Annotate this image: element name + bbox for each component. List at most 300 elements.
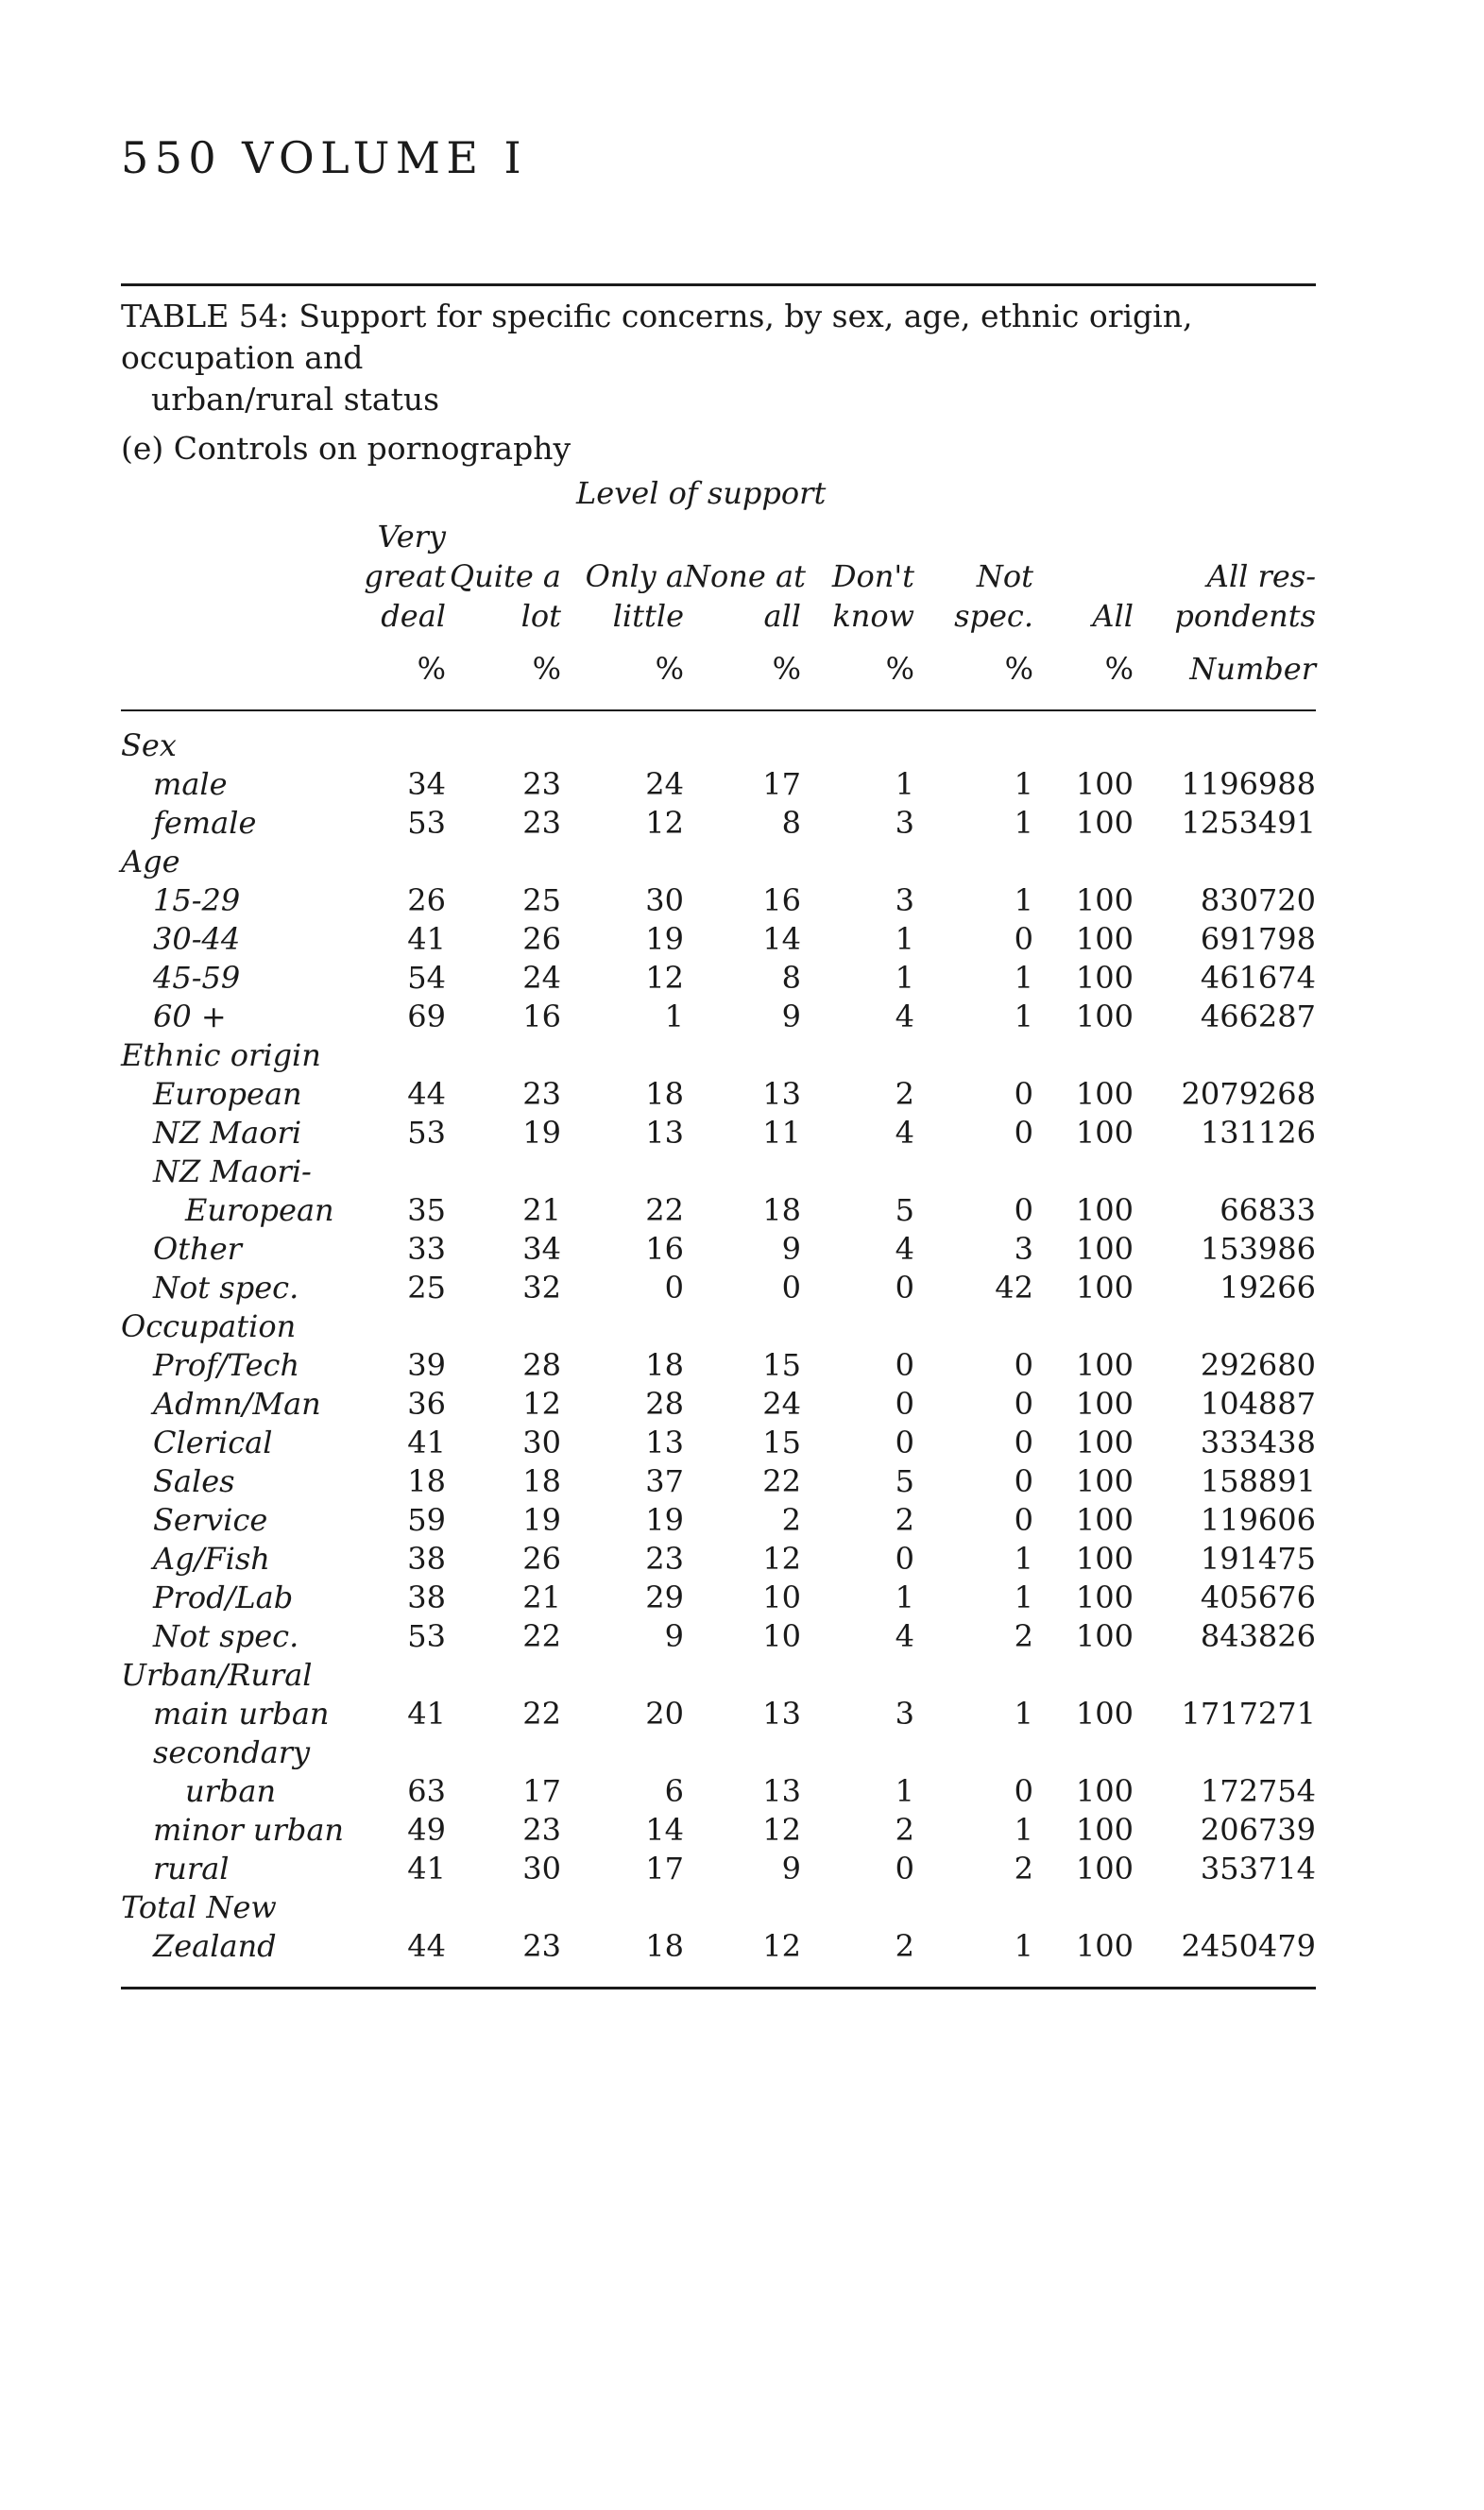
cell-value: 13 (645, 1115, 684, 1151)
row-label: European (185, 1192, 334, 1228)
table-spacer (121, 713, 1316, 726)
cell-value: 18 (407, 1463, 446, 1499)
col-header-l3: pondents (1174, 598, 1317, 634)
group-heading-row (121, 1153, 1316, 1191)
group-heading-row (121, 1656, 1316, 1695)
cell-value: 0 (895, 1425, 914, 1460)
cell-value (1033, 1888, 1134, 1927)
cell-value: 23 (522, 766, 561, 802)
cell-value: 37 (645, 1463, 684, 1499)
col-header-l1 (684, 517, 801, 556)
cell-value: 15 (762, 1425, 801, 1460)
cell-value: 0 (1014, 1192, 1033, 1228)
cell-value: 461674 (1200, 960, 1316, 996)
cell-value: 9 (664, 1618, 684, 1654)
cell-value: 24 (762, 1386, 801, 1422)
row-label: main urban (153, 1696, 330, 1732)
cell-value: 3 (1014, 1231, 1033, 1267)
col-unit: % (655, 651, 684, 687)
cell-value (684, 1888, 801, 1927)
table-row (121, 1346, 1316, 1385)
table-row (121, 804, 1316, 843)
col-header-l1 (1134, 517, 1316, 556)
cell-value: 100 (1075, 999, 1134, 1034)
cell-value (684, 1153, 801, 1191)
cell-value: 0 (1014, 1502, 1033, 1538)
col-unit: % (772, 651, 801, 687)
cell-value: 0 (1014, 1347, 1033, 1383)
cell-value: 1 (664, 999, 684, 1034)
cell-value: 16 (522, 999, 561, 1034)
cell-value (1134, 1307, 1316, 1346)
cell-value: 41 (407, 1851, 446, 1887)
group-label: NZ Maori- (153, 1153, 312, 1189)
group-label: Total New (121, 1889, 277, 1925)
table-row (121, 1501, 1316, 1540)
cell-value: 16 (762, 882, 801, 918)
col-header-l3: little (612, 598, 684, 634)
cell-value: 25 (522, 882, 561, 918)
cell-value: 14 (645, 1812, 684, 1848)
cell-value (1134, 1153, 1316, 1191)
cell-value: 18 (522, 1463, 561, 1499)
cell-value: 69 (407, 999, 446, 1034)
cell-value (1033, 1307, 1134, 1346)
cell-value: 12 (762, 1928, 801, 1964)
cell-value: 12 (762, 1812, 801, 1848)
cell-value: 13 (645, 1425, 684, 1460)
col-header-l2: great (364, 558, 446, 594)
cell-value (1033, 1656, 1134, 1695)
cell-value (561, 1888, 684, 1927)
col-header-l2: Not (976, 558, 1033, 594)
cell-value: 2450479 (1181, 1928, 1316, 1964)
table-row (121, 1772, 1316, 1811)
cell-value: 4 (895, 1231, 914, 1267)
cell-value: 35 (407, 1192, 446, 1228)
cell-value: 1 (895, 960, 914, 996)
cell-value: 26 (522, 921, 561, 957)
cell-value (801, 1888, 914, 1927)
table-row (121, 881, 1316, 920)
cell-value: 22 (645, 1192, 684, 1228)
cell-value: 0 (1014, 1076, 1033, 1112)
col-unit: % (417, 651, 446, 687)
cell-value: 100 (1075, 805, 1134, 841)
cell-value: 104887 (1200, 1386, 1316, 1422)
cell-value: 131126 (1200, 1115, 1316, 1151)
cell-value: 19 (645, 1502, 684, 1538)
group-label: secondary (153, 1734, 311, 1770)
table-row (121, 1850, 1316, 1888)
cell-value: 3 (895, 1696, 914, 1732)
cell-value (801, 1733, 914, 1772)
table-row (121, 1462, 1316, 1501)
cell-value: 0 (1014, 1425, 1033, 1460)
cell-value: 13 (762, 1696, 801, 1732)
row-label: Sales (153, 1463, 235, 1499)
col-header-l3: know (832, 598, 914, 634)
cell-value: 19 (645, 921, 684, 957)
cell-value: 53 (407, 1115, 446, 1151)
cell-value (801, 1153, 914, 1191)
cell-value: 19 (522, 1115, 561, 1151)
cell-value (801, 1036, 914, 1075)
cell-value: 18 (645, 1076, 684, 1112)
cell-value: 22 (762, 1463, 801, 1499)
cell-value: 466287 (1200, 999, 1316, 1034)
cell-value: 19266 (1220, 1270, 1316, 1306)
cell-value: 44 (407, 1928, 446, 1964)
cell-value: 0 (1014, 921, 1033, 957)
cell-value: 100 (1075, 1192, 1134, 1228)
cell-value: 100 (1075, 960, 1134, 996)
cell-value (1033, 1733, 1134, 1772)
cell-value: 1 (1014, 805, 1033, 841)
cell-value (801, 726, 914, 765)
cell-value: 33 (407, 1231, 446, 1267)
cell-value (446, 1888, 561, 1927)
cell-value: 1717271 (1181, 1696, 1316, 1732)
col-header-l1: Very (377, 519, 446, 555)
cell-value: 38 (407, 1541, 446, 1577)
cell-value: 100 (1075, 1773, 1134, 1809)
data-table (121, 713, 1316, 1966)
table-row (121, 1617, 1316, 1656)
table-row (121, 1191, 1316, 1230)
col-header-l2 (1033, 556, 1134, 596)
cell-value: 1 (1014, 1812, 1033, 1848)
row-label: Prod/Lab (153, 1579, 294, 1615)
table-bottom-rule (121, 1987, 1316, 1989)
cell-value: 19 (522, 1502, 561, 1538)
header-row-2 (121, 556, 1316, 596)
table-row (121, 959, 1316, 998)
cell-value: 0 (1014, 1386, 1033, 1422)
cell-value: 100 (1075, 921, 1134, 957)
row-label: 45-59 (153, 960, 241, 996)
cell-value: 18 (762, 1192, 801, 1228)
col-header-l1 (914, 517, 1033, 556)
cell-value: 100 (1075, 1851, 1134, 1887)
cell-value: 5 (895, 1192, 914, 1228)
row-label: Service (153, 1502, 268, 1538)
cell-value: 41 (407, 921, 446, 957)
col-header-l3: all (763, 598, 801, 634)
cell-value (319, 1656, 446, 1695)
col-header-l2: Only a (585, 558, 684, 594)
col-header-l2: All res- (1206, 558, 1317, 594)
cell-value: 2 (895, 1502, 914, 1538)
cell-value (561, 1733, 684, 1772)
cell-value: 32 (522, 1270, 561, 1306)
cell-value (1033, 726, 1134, 765)
cell-value: 28 (522, 1347, 561, 1383)
cell-value (1134, 1036, 1316, 1075)
cell-value: 843826 (1200, 1618, 1316, 1654)
cell-value: 9 (781, 999, 801, 1034)
cell-value: 59 (407, 1502, 446, 1538)
cell-value: 0 (895, 1347, 914, 1383)
row-label: 60 + (153, 999, 227, 1034)
cell-value: 100 (1075, 1270, 1134, 1306)
cell-value: 3 (895, 805, 914, 841)
row-label: rural (153, 1851, 230, 1887)
cell-value: 830720 (1200, 882, 1316, 918)
cell-value: 39 (407, 1347, 446, 1383)
table-row (121, 1695, 1316, 1733)
cell-value: 28 (645, 1386, 684, 1422)
cell-value: 2 (895, 1812, 914, 1848)
col-header-l1 (1033, 517, 1134, 556)
cell-value: 41 (407, 1696, 446, 1732)
cell-value: 12 (522, 1386, 561, 1422)
cell-value (1134, 726, 1316, 765)
cell-value: 21 (522, 1579, 561, 1615)
cell-value (914, 1307, 1033, 1346)
cell-value: 100 (1075, 1928, 1134, 1964)
caption-line-1: TABLE 54: Support for specific concerns, by sex, age, ethnic origin, occupation and (121, 298, 1193, 376)
col-header-l1 (561, 517, 684, 556)
cell-value: 34 (522, 1231, 561, 1267)
cell-value: 0 (1014, 1463, 1033, 1499)
cell-value: 100 (1075, 1386, 1134, 1422)
cell-value: 12 (762, 1541, 801, 1577)
cell-value: 100 (1075, 1541, 1134, 1577)
cell-value: 4 (895, 1618, 914, 1654)
col-header-l1 (446, 517, 561, 556)
cell-value: 100 (1075, 1425, 1134, 1460)
cell-value: 18 (645, 1928, 684, 1964)
cell-value: 2 (1014, 1618, 1033, 1654)
cell-value (914, 1656, 1033, 1695)
cell-value: 29 (645, 1579, 684, 1615)
cell-value (914, 1153, 1033, 1191)
cell-value: 1 (895, 766, 914, 802)
cell-value: 34 (407, 766, 446, 802)
cell-value: 9 (781, 1851, 801, 1887)
cell-value: 17 (522, 1773, 561, 1809)
cell-value (1134, 1888, 1316, 1927)
row-label: urban (185, 1773, 277, 1809)
row-label: female (153, 805, 257, 841)
cell-value: 0 (895, 1541, 914, 1577)
group-heading-row (121, 843, 1316, 881)
row-label: Other (153, 1231, 242, 1267)
cell-value: 2 (895, 1076, 914, 1112)
table-row (121, 1579, 1316, 1617)
cell-value (1033, 1036, 1134, 1075)
group-heading-row (121, 726, 1316, 765)
cell-value (1134, 843, 1316, 881)
cell-value (801, 1656, 914, 1695)
cell-value: 54 (407, 960, 446, 996)
cell-value: 1 (895, 1579, 914, 1615)
cell-value (561, 726, 684, 765)
cell-value: 100 (1075, 1231, 1134, 1267)
cell-value: 5 (895, 1463, 914, 1499)
cell-value (561, 1307, 684, 1346)
cell-value (561, 843, 684, 881)
row-label: minor urban (153, 1812, 344, 1848)
cell-value: 292680 (1200, 1347, 1316, 1383)
cell-value: 53 (407, 1618, 446, 1654)
cell-value: 22 (522, 1696, 561, 1732)
table-row (121, 1385, 1316, 1424)
table-row (121, 765, 1316, 804)
cell-value (561, 1153, 684, 1191)
cell-value: 23 (522, 1812, 561, 1848)
cell-value (684, 726, 801, 765)
table-row (121, 1811, 1316, 1850)
table-row (121, 1424, 1316, 1462)
cell-value: 30 (645, 882, 684, 918)
cell-value: 12 (645, 805, 684, 841)
cell-value (319, 1153, 446, 1191)
col-unit: % (1104, 651, 1134, 687)
row-label: Not spec. (153, 1618, 299, 1654)
row-label: 30-44 (153, 921, 241, 957)
table-row (121, 1269, 1316, 1307)
header-unit-row (121, 636, 1316, 689)
cell-value: 13 (762, 1076, 801, 1112)
cell-value: 2 (895, 1928, 914, 1964)
table-row (121, 1540, 1316, 1579)
cell-value: 11 (762, 1115, 801, 1151)
cell-value: 1 (1014, 960, 1033, 996)
cell-value: 17 (645, 1851, 684, 1887)
cell-value: 153986 (1200, 1231, 1316, 1267)
cell-value: 26 (407, 882, 446, 918)
cell-value: 1 (1014, 1928, 1033, 1964)
cell-value: 13 (762, 1773, 801, 1809)
cell-value: 100 (1075, 882, 1134, 918)
cell-value: 30 (522, 1851, 561, 1887)
cell-value: 100 (1075, 766, 1134, 802)
group-heading-row (121, 1733, 1316, 1772)
cell-value: 2 (1014, 1851, 1033, 1887)
group-heading-row (121, 1036, 1316, 1075)
cell-value: 100 (1075, 1812, 1134, 1848)
cell-value: 10 (762, 1579, 801, 1615)
cell-value (914, 1036, 1033, 1075)
group-label: Age (121, 844, 180, 879)
table-row (121, 1230, 1316, 1269)
col-header-l2: Quite a (449, 558, 561, 594)
header-row-3 (121, 596, 1316, 636)
cell-value (446, 1153, 561, 1191)
table-block (121, 283, 1316, 1989)
cell-value: 1 (1014, 1579, 1033, 1615)
col-header-l2: Don't (831, 558, 914, 594)
cell-value: 405676 (1200, 1579, 1316, 1615)
cell-value (1134, 1656, 1316, 1695)
cell-value: 100 (1075, 1347, 1134, 1383)
cell-value (684, 1733, 801, 1772)
cell-value: 4 (895, 999, 914, 1034)
cell-value (914, 843, 1033, 881)
row-label: Not spec. (153, 1270, 299, 1306)
cell-value: 1 (1014, 882, 1033, 918)
cell-value: 8 (781, 960, 801, 996)
cell-value (319, 1888, 446, 1927)
cell-value: 100 (1075, 1115, 1134, 1151)
cell-value: 22 (522, 1618, 561, 1654)
cell-value: 100 (1075, 1618, 1134, 1654)
group-label: Urban/Rural (121, 1657, 313, 1693)
cell-value: 38 (407, 1579, 446, 1615)
cell-value: 25 (407, 1270, 446, 1306)
cell-value: 691798 (1200, 921, 1316, 957)
cell-value: 1 (895, 921, 914, 957)
cell-value (914, 726, 1033, 765)
cell-value (684, 1036, 801, 1075)
cell-value: 2079268 (1181, 1076, 1316, 1112)
cell-value (319, 1307, 446, 1346)
cell-value: 23 (645, 1541, 684, 1577)
cell-value: 4 (895, 1115, 914, 1151)
cell-value (446, 1656, 561, 1695)
row-label: Clerical (153, 1425, 273, 1460)
table-row (121, 920, 1316, 959)
cell-value: 42 (995, 1270, 1033, 1306)
cell-value: 12 (645, 960, 684, 996)
cell-value: 100 (1075, 1579, 1134, 1615)
cell-value (1033, 843, 1134, 881)
cell-value: 1 (1014, 1541, 1033, 1577)
cell-value: 0 (664, 1270, 684, 1306)
cell-value: 44 (407, 1076, 446, 1112)
cell-value: 3 (895, 882, 914, 918)
group-label: Occupation (121, 1308, 297, 1344)
cell-value (319, 726, 446, 765)
cell-value: 1196988 (1181, 766, 1316, 802)
cell-value: 0 (895, 1386, 914, 1422)
cell-value: 333438 (1200, 1425, 1316, 1460)
cell-value: 23 (522, 1076, 561, 1112)
col-header-l1 (801, 517, 914, 556)
cell-value (1033, 1153, 1134, 1191)
group-label: Sex (121, 727, 177, 763)
table-subtitle: (e) Controls on pornography (121, 430, 571, 467)
cell-value (446, 1733, 561, 1772)
col-header-l3: lot (520, 598, 561, 634)
cell-value (1134, 1733, 1316, 1772)
cell-value: 1 (1014, 766, 1033, 802)
cell-value: 15 (762, 1347, 801, 1383)
cell-value (684, 843, 801, 881)
cell-value: 0 (1014, 1115, 1033, 1151)
cell-value: 9 (781, 1231, 801, 1267)
cell-value (914, 1733, 1033, 1772)
cell-value: 2 (781, 1502, 801, 1538)
cell-value: 1 (895, 1773, 914, 1809)
cell-value: 53 (407, 805, 446, 841)
cell-value: 100 (1075, 1696, 1134, 1732)
cell-value (561, 1036, 684, 1075)
row-label: NZ Maori (153, 1115, 302, 1151)
table-row (121, 1927, 1316, 1966)
group-label: Ethnic origin (121, 1037, 321, 1073)
cell-value (446, 843, 561, 881)
col-header-l3: spec. (954, 598, 1033, 634)
cell-value (319, 1036, 446, 1075)
cell-value: 158891 (1200, 1463, 1316, 1499)
row-label: 15-29 (153, 882, 241, 918)
cell-value (684, 1656, 801, 1695)
cell-value: 26 (522, 1541, 561, 1577)
row-label: Ag/Fish (153, 1541, 270, 1577)
